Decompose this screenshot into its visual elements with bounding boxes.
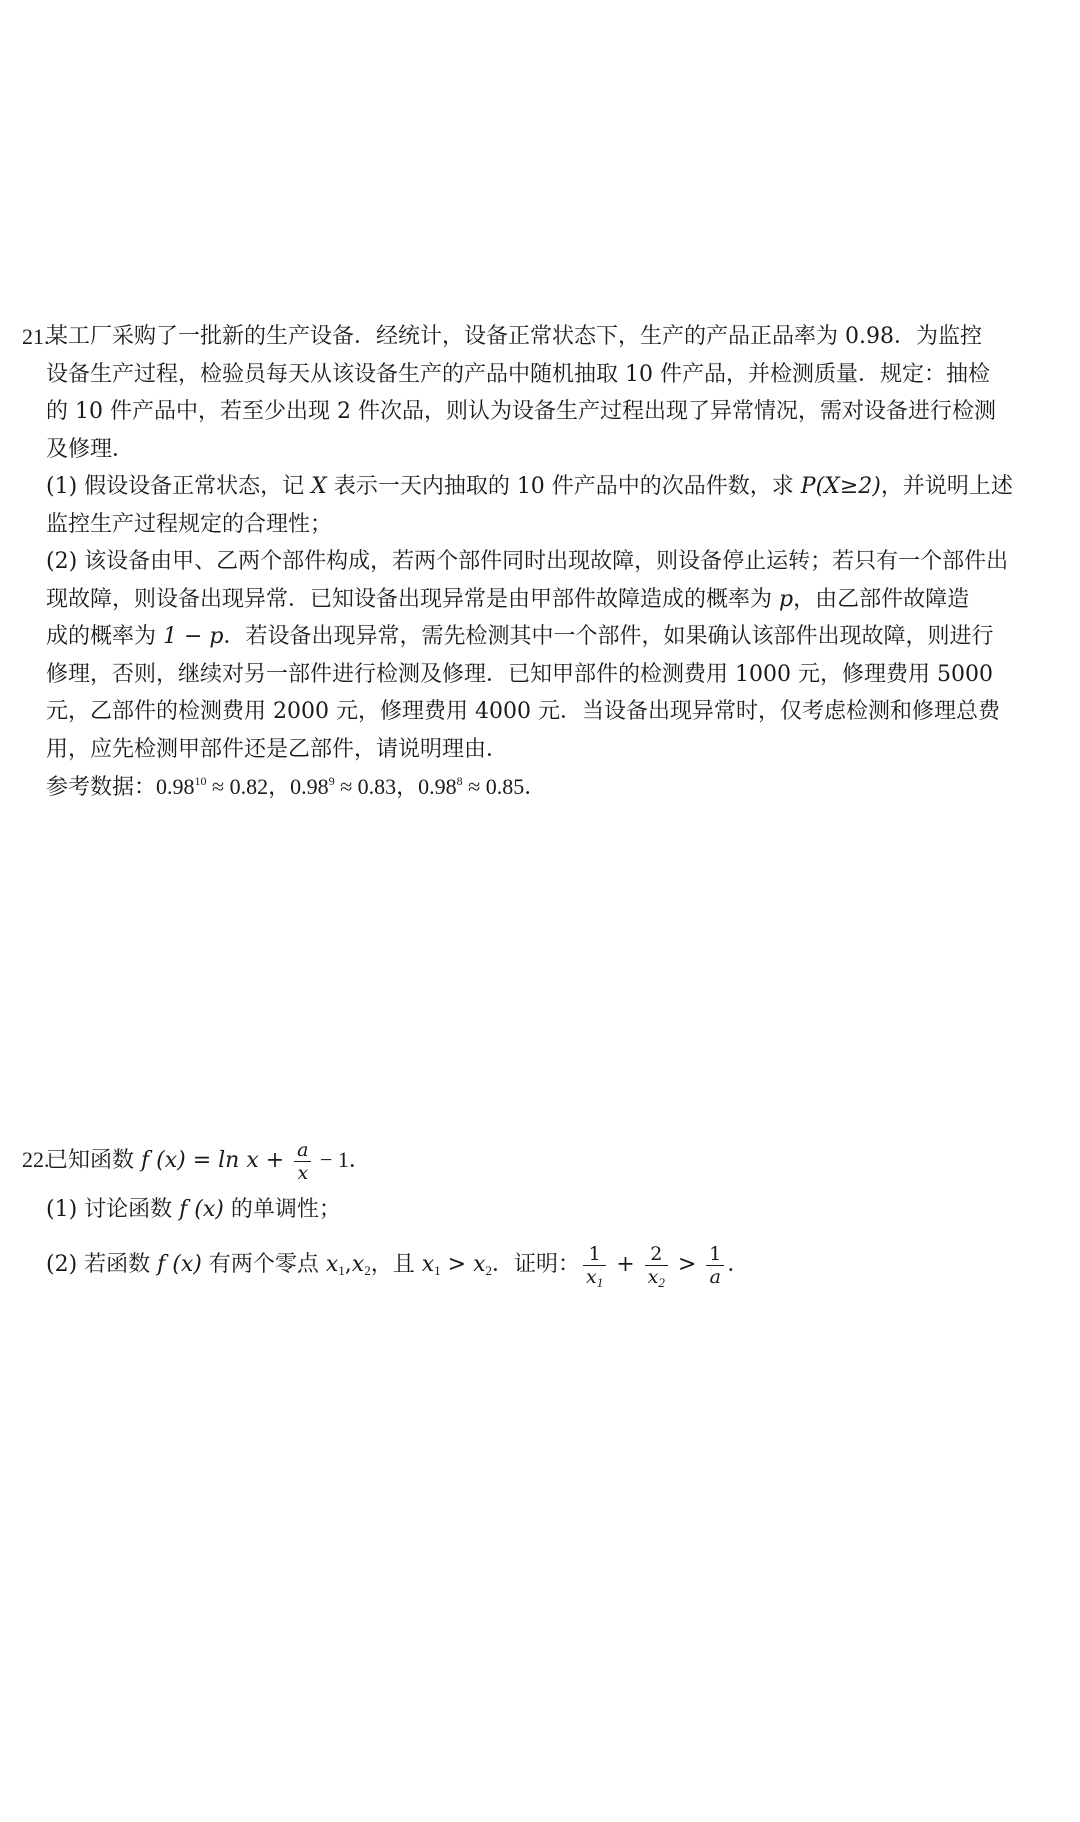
problem-22-line-1 (0, 1130, 1080, 1190)
part-2-pre: (2) 若函数 (46, 1252, 158, 1277)
problem-22-part-1 (0, 1190, 1080, 1230)
part-2-line-3-post: ．若设备出现异常，需先检测其中一个部件，如果确认该部件出现故障，则进行 (223, 624, 994, 649)
reference-base-2: 0.98 (290, 774, 329, 799)
problem-21-line-4 (0, 431, 1080, 469)
fraction-2-numerator: 2 (645, 1243, 668, 1266)
problem-22-stem (0, 1130, 1080, 1296)
problem-21-part-2-line-2 (0, 581, 1080, 619)
fraction-2-den-sub: 2 (658, 1274, 665, 1290)
cond-x1: x (421, 1252, 435, 1277)
fraction-1-over-a (706, 1243, 724, 1288)
fraction-a-over-x (294, 1139, 311, 1184)
problem-21-text-1: 某工厂采购了一批新的生产设备．经统计，设备正常状态下，生产的产品正品率为 0.98．为监控 (46, 324, 982, 349)
fraction-1-den-sub: 1 (596, 1274, 604, 1290)
cond-x2: x (473, 1252, 486, 1277)
cond-x1-subscript: 1 (434, 1263, 441, 1278)
part-1-pre: (1) 假设设备正常状态，记 (46, 474, 312, 499)
reference-label: 参考数据： (46, 775, 157, 800)
condition-pre: ，且 (370, 1252, 422, 1277)
reference-val-2: ≈ 0.83， (334, 774, 419, 799)
problem-22-part-2 (0, 1234, 1080, 1296)
var-x: X (311, 474, 327, 499)
comma: , (344, 1252, 352, 1277)
reference-data (0, 768, 1080, 806)
x1-subscript: 1 (338, 1263, 345, 1278)
end-period: ． (727, 1252, 750, 1277)
proof-label: ．证明： (491, 1252, 580, 1277)
plus: + (609, 1252, 642, 1277)
reference-val-3: ≈ 0.85． (462, 774, 547, 799)
reference-base-1: 0.98 (156, 774, 195, 799)
part-1-post: 的单调性； (223, 1197, 341, 1222)
fraction-denominator: x (297, 1161, 309, 1184)
problem-22-number: 22. (22, 1147, 50, 1172)
part-1-post: ，并说明上述 (880, 474, 1013, 499)
fraction-2-over-x2 (645, 1243, 668, 1288)
fraction-2-den-x: x (647, 1265, 659, 1288)
cond-x2-subscript: 2 (485, 1263, 492, 1278)
reference-exp-2: 9 (328, 774, 335, 788)
x2-subscript: 2 (364, 1263, 371, 1278)
part-1-f: f (x) (179, 1197, 224, 1222)
reference-exp-1: 10 (194, 774, 207, 788)
problem-21-stem (0, 318, 1080, 806)
part-2-mid: 有两个零点 (201, 1252, 326, 1277)
problem-22 (0, 1130, 1080, 1296)
problem-21-text-4: 及修理． (46, 436, 135, 462)
part-2-line-4: 修理，否则，继续对另一部件进行检测及修理．已知甲部件的检测费用 1000 元，修理费用 5000 (46, 661, 993, 687)
problem-22-stem-post: − 1． (314, 1147, 371, 1172)
fraction-1-denominator (583, 1266, 606, 1288)
part-2-line-6: 用，应先检测甲部件还是乙部件，请说明理由． (46, 736, 509, 762)
problem-21-part-2-line-3 (0, 618, 1080, 656)
fraction-1-den-x: x (586, 1265, 597, 1288)
problem-21-line-2 (0, 356, 1080, 394)
problem-21-line-3 (0, 393, 1080, 431)
probability-expression: P(X≥2) (800, 474, 881, 499)
part-2-f: f (x) (157, 1252, 202, 1277)
part-1-mid: 表示一天内抽取的 10 件产品中的次品件数，求 (326, 474, 801, 499)
problem-21-part-1-line-1 (0, 468, 1080, 506)
part-2-line-2-pre: 现故障，则设备出现异常．已知设备出现异常是由甲部件故障造成的概率为 (46, 586, 779, 612)
problem-22-stem-pre: 已知函数 (46, 1148, 141, 1173)
var-p: p (779, 586, 794, 612)
reference-base-3: 0.98 (418, 774, 457, 799)
part-1-pre: (1) 讨论函数 (46, 1197, 180, 1222)
problem-21-text-2: 设备生产过程，检验员每天从该设备生产的产品中随机抽取 10 件产品，并检测质量．规定：抽检 (46, 361, 990, 387)
part-2-line-1: (2) 该设备由甲、乙两个部件构成，若两个部件同时出现故障，则设备停止运转；若只有一个部件出 (46, 549, 1009, 574)
part-2-line-5: 元，乙部件的检测费用 2000 元，修理费用 4000 元．当设备出现异常时，仅考虑检测和修理总费 (46, 699, 1000, 724)
reference-exp-3: 8 (456, 774, 463, 788)
fraction-3-numerator: 1 (706, 1243, 724, 1266)
problem-21-part-2-line-6 (0, 731, 1080, 769)
part-2-line-3-pre: 成的概率为 (46, 624, 163, 649)
x1: x (325, 1252, 339, 1277)
problem-21-part-2-line-1 (0, 543, 1080, 581)
problem-21-part-2-line-4 (0, 656, 1080, 694)
fraction-1-numerator: 1 (583, 1243, 606, 1266)
problem-21-line-1 (0, 318, 1080, 356)
problem-21-number: 21. (22, 324, 50, 349)
fraction-2-denominator (645, 1266, 668, 1288)
one-minus-p: 1 − p (163, 624, 224, 649)
problem-21-text-3: 的 10 件产品中，若至少出现 2 件次品，则认为设备生产过程出现了异常情况，需对设备进行检测 (46, 399, 996, 424)
fraction-1-over-x1 (583, 1243, 606, 1288)
fraction-numerator: a (294, 1139, 311, 1162)
x2: x (351, 1252, 365, 1277)
problem-21 (0, 318, 1080, 806)
greater-than-2: > (670, 1252, 704, 1277)
part-2-line-2-post: ，由乙部件故障造 (793, 586, 970, 612)
greater-than: > (440, 1252, 474, 1277)
problem-21-part-1-line-2 (0, 506, 1080, 544)
reference-val-1: ≈ 0.82， (206, 774, 291, 799)
problem-21-part-2-line-5 (0, 693, 1080, 731)
function-expression: f (x) = ln x + (141, 1148, 292, 1173)
fraction-3-denominator: a (709, 1265, 721, 1288)
part-1-line-2: 监控生产过程规定的合理性； (46, 511, 333, 537)
